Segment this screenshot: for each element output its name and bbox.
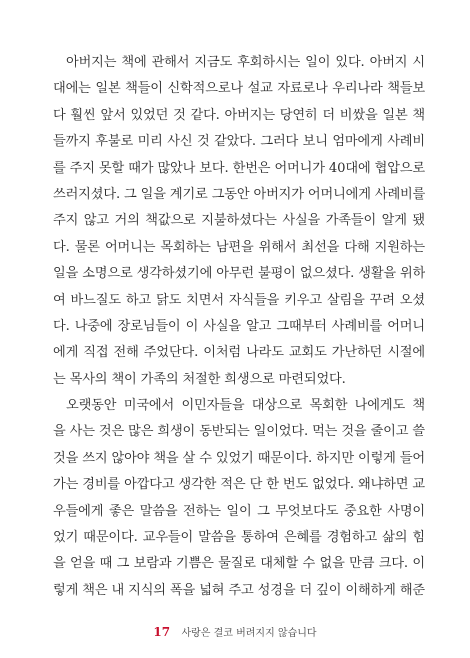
text-line: 을 얻을 때 그 보람과 기쁨은 물질로 대체할 수 없을 만큼 크다. 이 bbox=[53, 556, 425, 572]
text-line: 대에는 일본 책들이 신학적으로나 설교 자료로나 우리나라 책들보 bbox=[53, 81, 425, 97]
body-text bbox=[53, 50, 425, 604]
text-line: 여 바느질도 하고 닭도 치면서 자식들을 키우고 살림을 꾸려 오셨 bbox=[53, 292, 425, 308]
page-footer bbox=[0, 624, 470, 639]
text-line: 쓰러지셨다. 그 일을 계기로 그동안 아버지가 어머니에게 사례비를 bbox=[53, 186, 425, 202]
text-line: 다. 나중에 장로님들이 이 사실을 알고 그때부터 사례비를 어머니 bbox=[53, 318, 425, 334]
text-line: 에게 직접 전해 주었단다. 이처럼 나라도 교회도 가난하던 시절에 bbox=[53, 345, 425, 361]
text-line: 다 훨씬 앞서 있었던 것 같다. 아버지는 당연히 더 비쌌을 일본 책 bbox=[53, 107, 425, 123]
text-line: 것을 쓰지 않아야 책을 살 수 있었기 때문이다. 하지만 이렇게 들어 bbox=[53, 450, 425, 466]
running-title: 사랑은 결코 버려지지 않습니다 bbox=[181, 628, 317, 639]
text-line: 주지 않고 거의 책값으로 지불하셨다는 사실을 가족들이 알게 됐 bbox=[53, 213, 425, 229]
text-line: 었기 때문이다. 교우들이 말씀을 통하여 은혜를 경험하고 삶의 힘 bbox=[53, 530, 425, 546]
text-line: 다. 물론 어머니는 목회하는 남편을 위해서 최선을 다해 지원하는 bbox=[53, 239, 425, 255]
page-number: 17 bbox=[153, 625, 171, 639]
paragraph-2 bbox=[53, 393, 425, 604]
text-line: 우들에게 좋은 말씀을 전하는 일이 그 무엇보다도 중요한 사명이 bbox=[53, 503, 425, 519]
text-line: 을 사는 것은 많은 희생이 동반되는 일이었다. 먹는 것을 줄이고 쓸 bbox=[53, 424, 425, 440]
text-line: 를 주지 못할 때가 많았나 보다. 한번은 어머니가 40대에 협압으로 bbox=[53, 160, 425, 176]
text-line: 가는 경비를 아깝다고 생각한 적은 단 한 번도 없었다. 왜냐하면 교 bbox=[53, 477, 425, 493]
paragraph-1 bbox=[53, 50, 425, 393]
text-line: 는 목사의 책이 가족의 처절한 희생으로 마련되었다. bbox=[53, 371, 346, 387]
text-line: 들까지 후불로 미리 사신 것 같았다. 그러다 보니 엄마에게 사례비 bbox=[53, 134, 425, 150]
text-line: 일을 소명으로 생각하셨기에 아무런 불평이 없으셨다. 생활을 위하 bbox=[53, 266, 425, 282]
text-line: 렇게 책은 내 지식의 폭을 넓혀 주고 성경을 더 깊이 이해하게 해준 bbox=[53, 582, 425, 598]
text-line: 아버지는 책에 관해서 지금도 후회하시는 일이 있다. 아버지 시 bbox=[66, 55, 425, 70]
text-line: 오랫동안 미국에서 이민자들을 대상으로 목회한 나에게도 책 bbox=[66, 398, 425, 414]
